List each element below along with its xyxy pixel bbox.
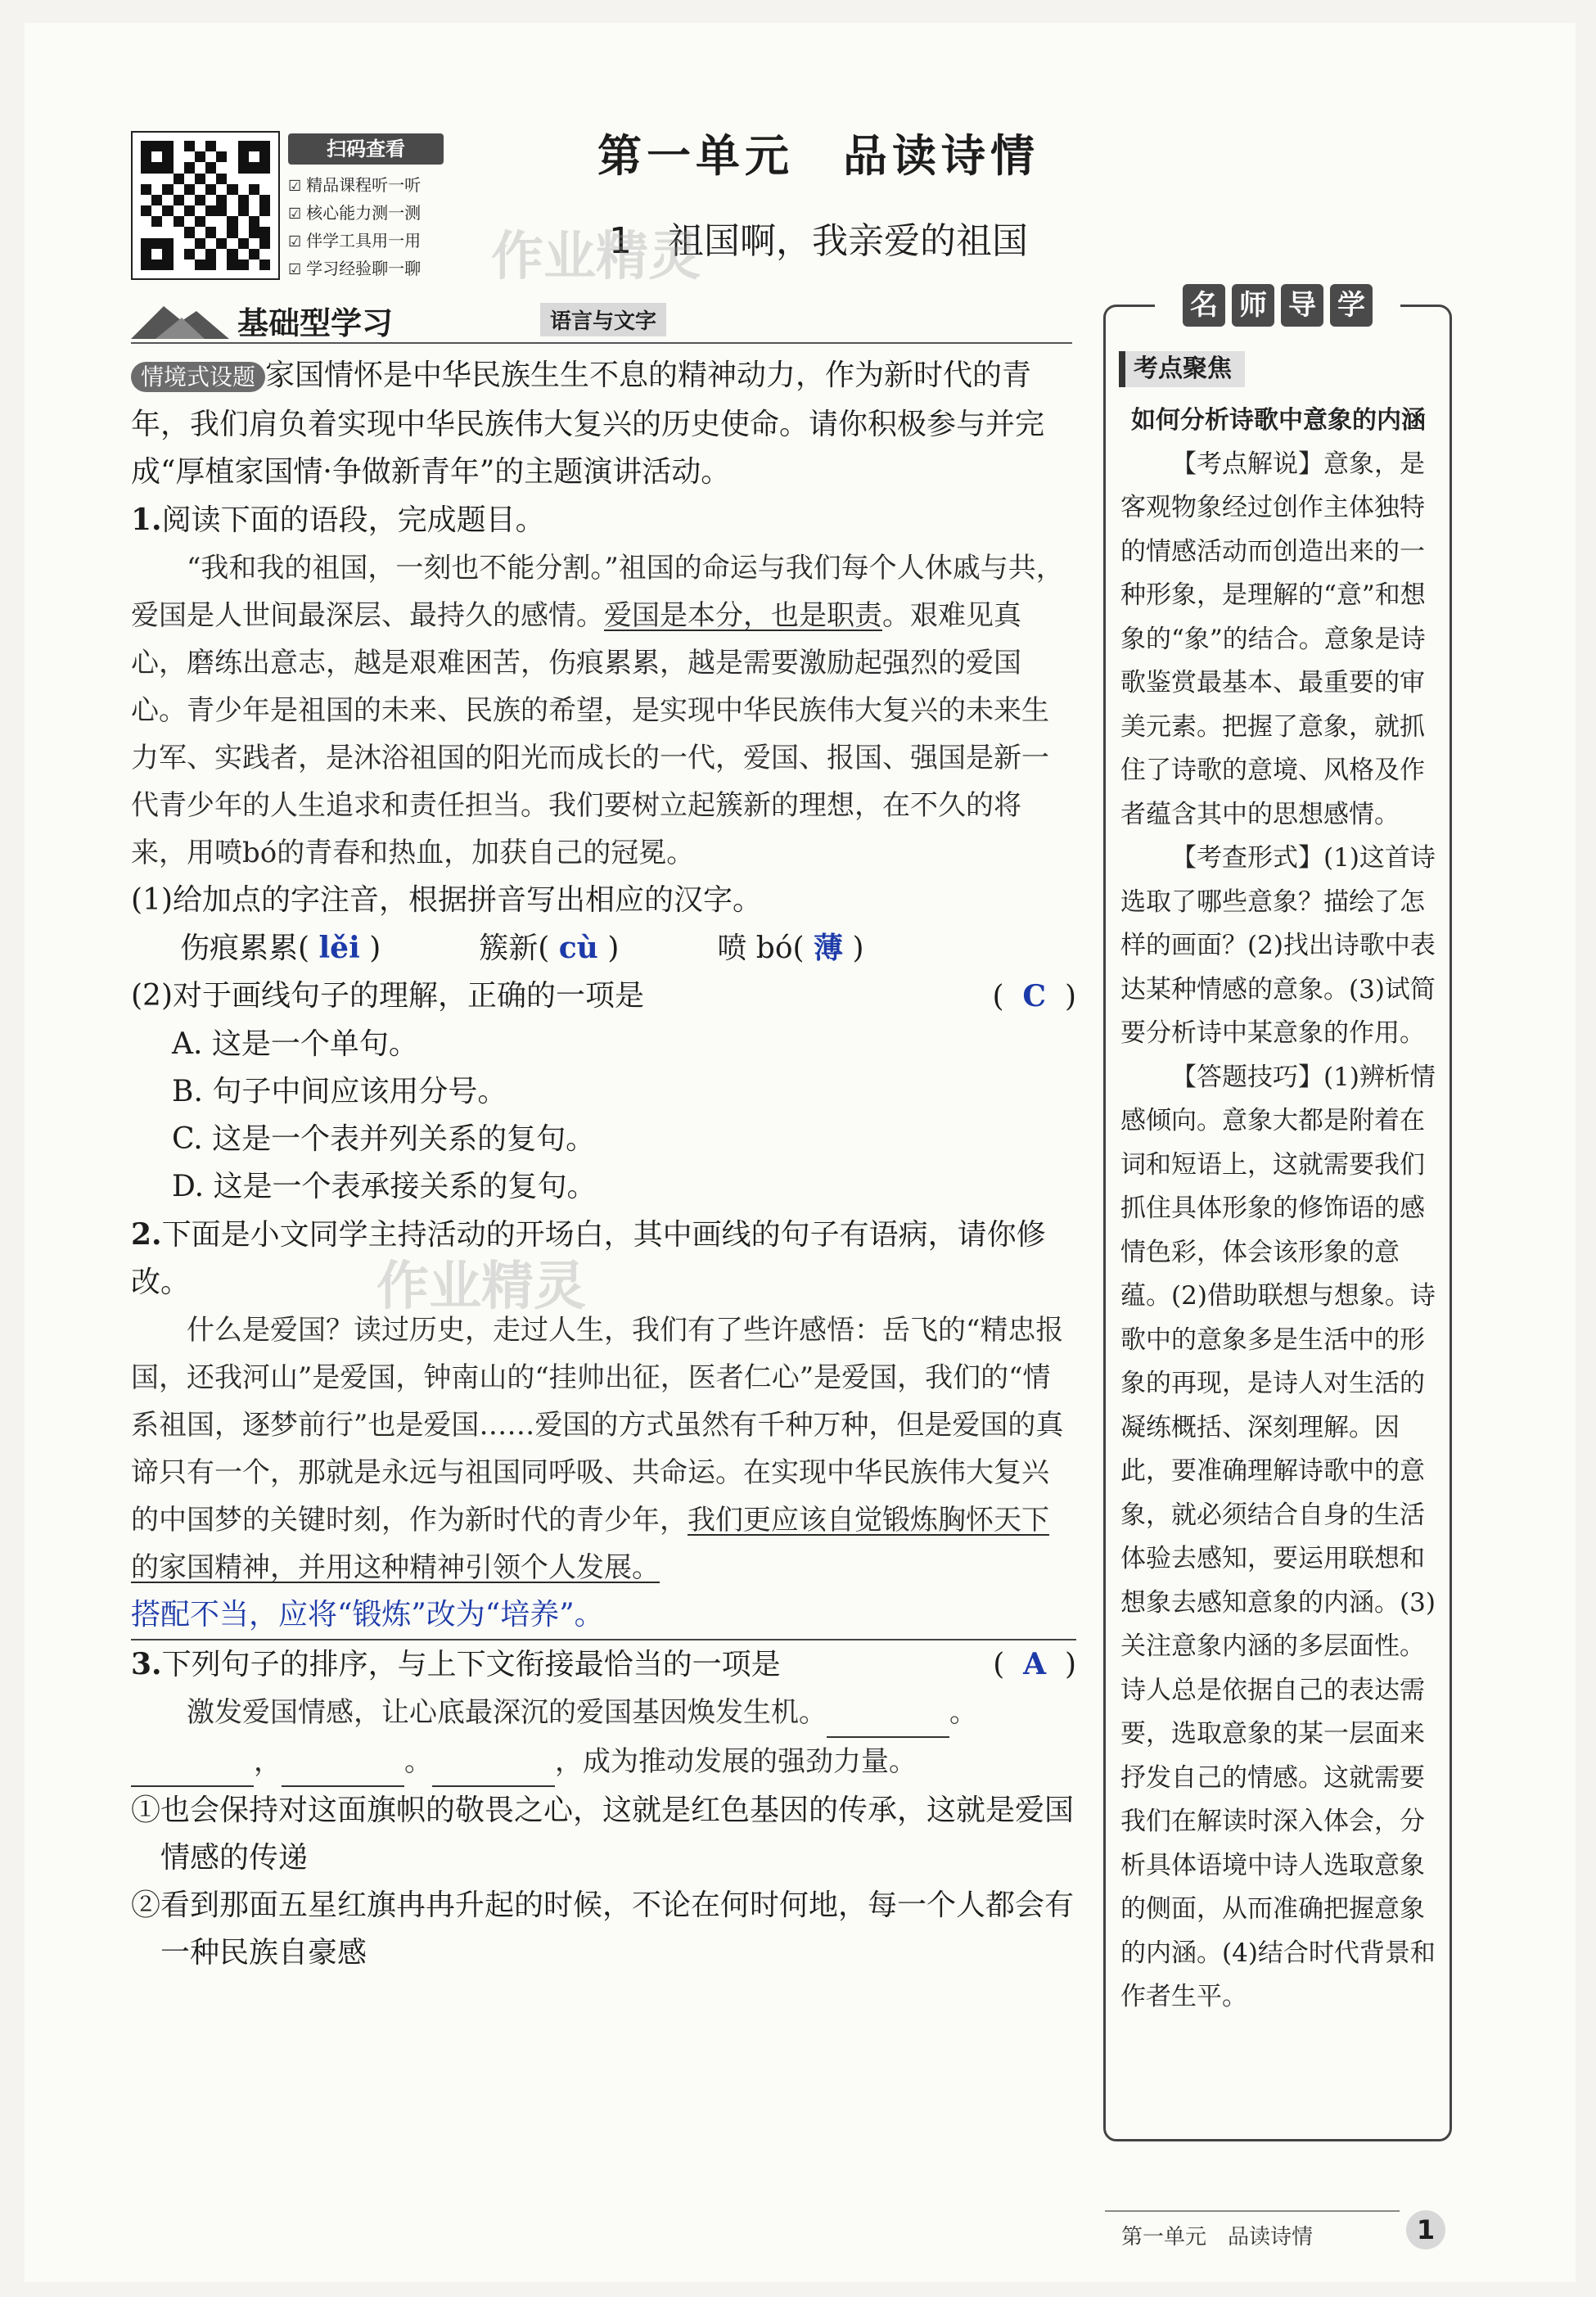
fill-item xyxy=(479,924,619,973)
sidebar-text xyxy=(1120,399,1436,2019)
sidebar-subtitle: 如何分析诗歌中意象的内涵 xyxy=(1131,406,1426,435)
blank[interactable] xyxy=(432,1738,555,1787)
q1-number: 1. xyxy=(131,503,162,537)
scan-item: ☑ 核心能力测一测 xyxy=(288,200,468,228)
q2-passage-a: 什么是爱国？读过历史，走过人生，我们有了些许感悟：岳飞的“精忠报国，还我河山”是爱国，钟南山的“挂帅出征，医者仁心”是爱国，我们的“情系祖国，逐梦前行”也是爱国……爱国的方式虽然有千种万种，但是爱国的真谛只有一个，那就是永远与祖国同呼吸、共命运。在实现中华民族伟大复兴的中国梦的关键时刻，作为新时代的青少年， xyxy=(131,1314,1064,1537)
q1-option-a[interactable]: A. 这是一个单句。 xyxy=(172,1027,418,1061)
blank[interactable] xyxy=(827,1689,949,1738)
sidebar-paragraph: 【答题技巧】(1)辨析情感倾向。意象大都是附着在词和短语上，这就需要我们抓住具体形象的修饰语的感情色彩，体会该形象的意蕴。(2)借助联想与想象。诗歌中的意象多是生活中的形象的再现，是诗人对生活的凝练概括、深刻理解。因此，要准确理解诗歌中的意象，就必须结合自身的生活体验去感知，要运用联想和想象去感知意象的内涵。(3)关注意象内涵的多层面性。诗人总是依据自己的表达需要，选取意象的某一层面来抒发自己的情感。这就需要我们在解读时深入体会，分析具体语境中诗人选取意象的侧面，从而准确把握意象的内涵。(4)结合时代背景和作者生平。 xyxy=(1120,1062,1436,2011)
fill-end: ) xyxy=(369,932,381,965)
page-number: 1 xyxy=(1406,2210,1445,2250)
fill-label: 伤痕累累( xyxy=(180,932,310,965)
heading-char: 师 xyxy=(1232,284,1274,327)
watermark: 作业精灵 xyxy=(376,1257,586,1317)
fill-answer[interactable]: 薄 xyxy=(814,931,844,965)
q1-passage-a: “我和我的祖国，一刻也不能分割。”祖国的命运与我们每个人休戚与共，爱国是人世间最深层、最持久的感情。 xyxy=(131,552,1064,632)
fill-end: ) xyxy=(607,932,620,965)
scan-title: 扫码查看 xyxy=(288,133,444,165)
fill-end: ) xyxy=(852,932,864,965)
heading-char: 学 xyxy=(1330,284,1373,327)
q1-sub2-answer-box[interactable]: ( C ) xyxy=(992,979,1076,1013)
q3-item2: ②看到那面五星红旗冉冉升起的时候，不论在何时何地，每一个人都会有一种民族自豪感 xyxy=(131,1889,1075,1970)
section-bar xyxy=(131,293,1072,344)
q3-line2-text: ，成为推动发展的强劲力量。 xyxy=(555,1745,917,1778)
fill-item xyxy=(717,924,863,973)
q2-number: 2. xyxy=(131,1217,162,1252)
q1-sub2-text: (2)对于画线句子的理解，正确的一项是 xyxy=(131,979,644,1013)
q1-underlined: 爱国是本分，也是职责 xyxy=(604,599,882,632)
q3-answer-box[interactable]: ( A ) xyxy=(993,1647,1076,1681)
sidebar-heading xyxy=(1155,284,1400,333)
qr-pattern xyxy=(141,141,270,270)
fill-item xyxy=(180,924,381,973)
q3-line2: ， 。 ，成为推动发展的强劲力量。 xyxy=(131,1738,1076,1787)
q1-passage xyxy=(131,544,1076,877)
q1-stem-text: 阅读下面的语段，完成题目。 xyxy=(161,503,545,537)
q3-answer: A xyxy=(1023,1647,1047,1681)
q2-answer[interactable]: 搭配不当，应将“锻炼”改为“培养”。 xyxy=(131,1591,1076,1640)
heading-char: 名 xyxy=(1183,284,1225,327)
focus-tag: 考点聚焦 xyxy=(1119,351,1245,387)
fill-answer[interactable]: lěi xyxy=(318,931,360,965)
scan-item: ☑ 学习经验聊一聊 xyxy=(288,255,468,283)
teacher-guide-sidebar xyxy=(1103,289,1452,2141)
blank[interactable] xyxy=(282,1738,404,1787)
q3-line1-text: 激发爱国情感，让心底最深沉的爱国基因焕发生机。 xyxy=(187,1696,827,1729)
footer-text: 第一单元 品读诗情 xyxy=(1121,2225,1314,2250)
heading-char: 导 xyxy=(1281,284,1323,327)
main-content xyxy=(131,352,1076,1977)
q2-underlined: 我们更应该自觉锻炼胸怀天下的家国精神，并用这种精神引领个人发展。 xyxy=(131,1504,1049,1584)
q3-stem-text: 下列句子的排序，与上下文衔接最恰当的一项是 xyxy=(161,1648,781,1681)
sidebar-paragraph: 【考查形式】(1)这首诗选取了哪些意象？描绘了怎样的画面？(2)找出诗歌中表达某种情感的意象。(3)试简要分析诗中某意象的作用。 xyxy=(1120,843,1436,1048)
q3-item1: ①也会保持对这面旗帜的敬畏之心，这就是红色基因的传承，这就是爱国情感的传递 xyxy=(131,1794,1075,1875)
q2-stem-text: 下面是小文同学主持活动的开场白，其中画线的句子有语病，请你修改。 xyxy=(131,1218,1046,1299)
fill-label: 喷 bó( xyxy=(717,932,805,965)
q3-stem xyxy=(131,1640,1076,1689)
blank[interactable] xyxy=(131,1738,254,1787)
q1-sub2-answer: C xyxy=(1022,979,1047,1013)
q1-option-b[interactable]: B. 句子中间应该用分号。 xyxy=(172,1075,507,1108)
q1-fill-row xyxy=(131,924,1076,973)
footer-divider xyxy=(1105,2210,1400,2212)
q1-option-c[interactable]: C. 这是一个表并列关系的复句。 xyxy=(172,1122,596,1156)
intro-text: 家国情怀是中华民族生生不息的精神动力，作为新时代的青年，我们肩负着实现中华民族伟大复兴的历史使命。请你积极参与并完成“厚植家国情·争做新青年”的主题演讲活动。 xyxy=(131,359,1045,489)
scan-list xyxy=(288,172,468,283)
q1-option-d[interactable]: D. 这是一个表承接关系的复句。 xyxy=(172,1170,597,1203)
scan-item: ☑ 伴学工具用一用 xyxy=(288,228,468,255)
q3-line1: 激发爱国情感，让心底最深沉的爱国基因焕发生机。 。 xyxy=(131,1689,1076,1738)
unit-title: 第一单元 品读诗情 xyxy=(597,130,1039,182)
section-title: 基础型学习 xyxy=(237,305,394,341)
intro-tag: 情境式设题 xyxy=(131,362,265,392)
q1-sub1: (1)给加点的字注音，根据拼音写出相应的汉字。 xyxy=(131,883,762,917)
watermark: 作业精灵 xyxy=(491,227,701,287)
fill-answer[interactable]: cù xyxy=(558,931,598,965)
sidebar-paragraph: 【考点解说】意象，是客观物象经过创作主体独特的情感活动而创造出来的一种形象，是理解的“意”和想象的“象”的结合。意象是诗歌鉴赏最基本、最重要的审美元素。把握了意象，就抓住了诗歌的意境、风格及作者蕴含其中的思想感情。 xyxy=(1120,449,1426,829)
q3-number: 3. xyxy=(131,1647,162,1681)
q2-passage xyxy=(131,1306,1076,1591)
qr-code[interactable] xyxy=(131,131,280,280)
lesson-title: 1 祖国啊，我亲爱的祖国 xyxy=(609,220,1028,262)
intro xyxy=(131,352,1076,496)
q1-sub2 xyxy=(131,973,1076,1021)
fill-label: 簇新( xyxy=(479,932,550,965)
q1-passage-b: 。艰难见真心，磨练出意志，越是艰难困苦，伤痕累累，越是需要激励起强烈的爱国心。青少年是祖国的未来、民族的希望，是实现中华民族伟大复兴的未来生力军、实践者，是沐浴祖国的阳光而成长的一代，爱国、报国、强国是新一代青少年的人生追求和责任担当。我们要树立起簇新的理想，在不久的将来，用喷bó的青春和热血，加获自己的冠冕。 xyxy=(131,599,1049,869)
scan-item: ☑ 精品课程听一听 xyxy=(288,172,468,200)
q1-stem xyxy=(131,496,1076,544)
mountain-icon xyxy=(131,296,229,341)
section-tag: 语言与文字 xyxy=(540,303,666,336)
q2-stem xyxy=(131,1211,1076,1306)
